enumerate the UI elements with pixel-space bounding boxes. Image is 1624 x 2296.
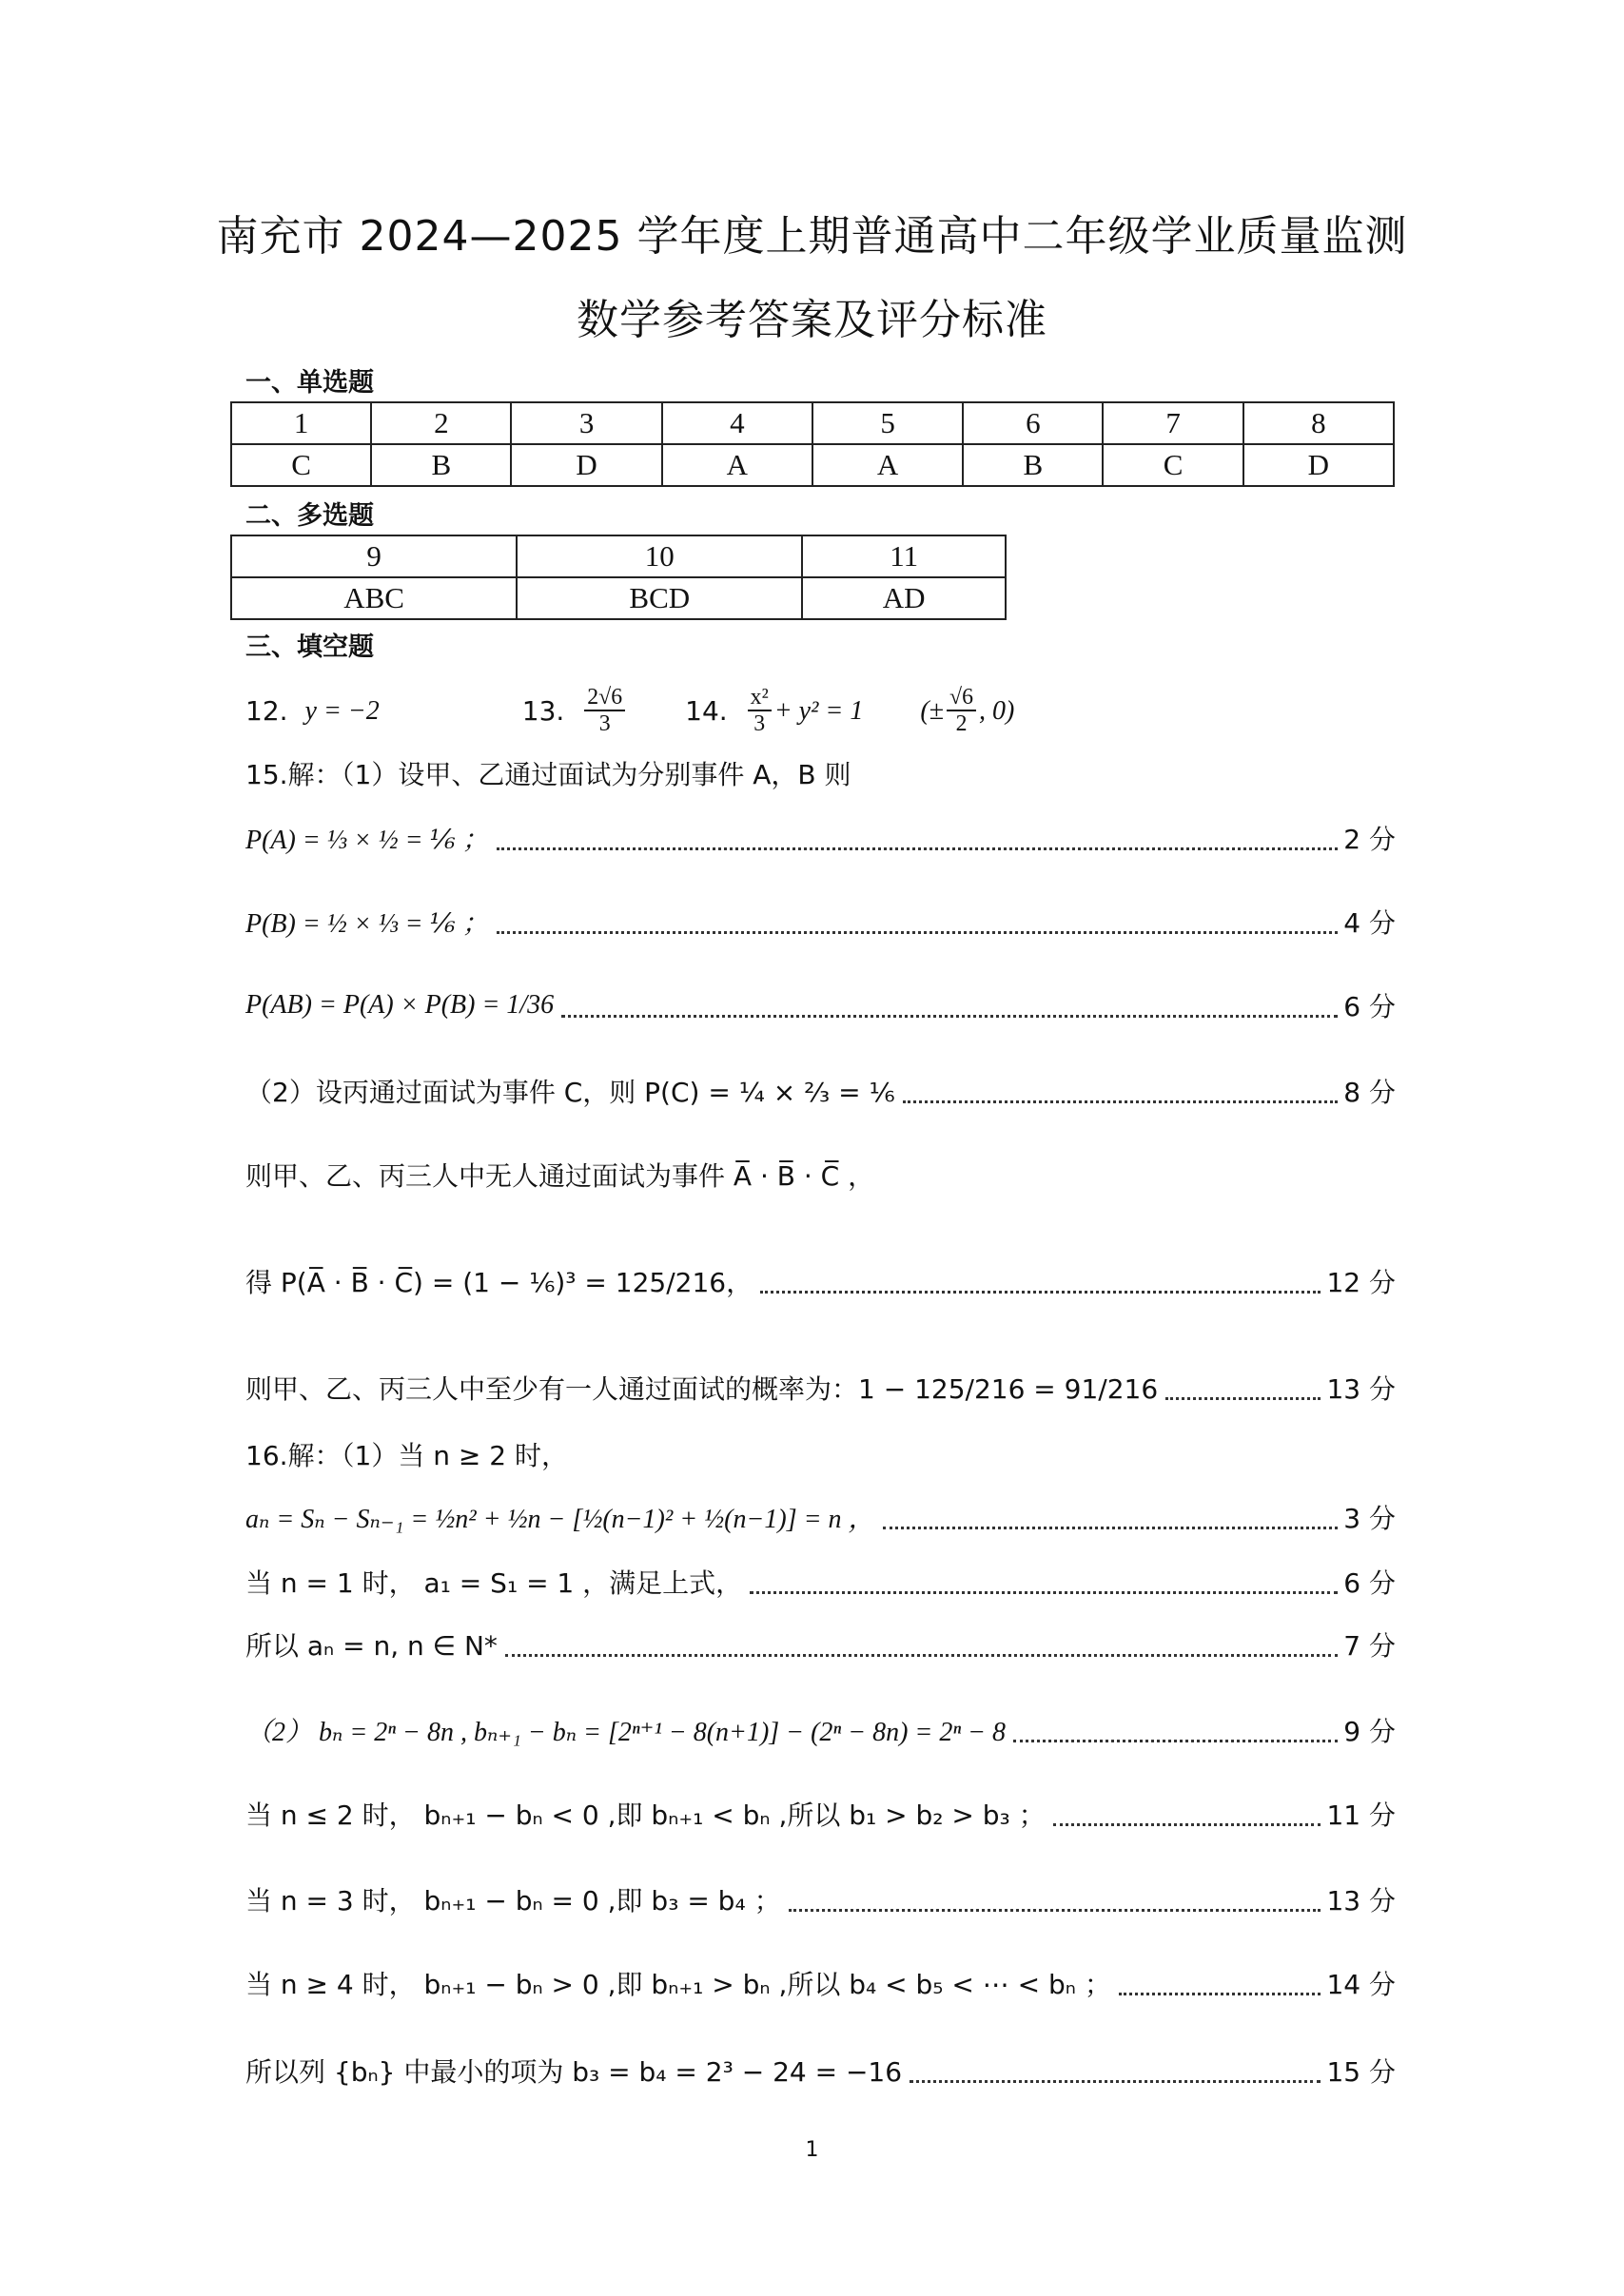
q14-focus-fraction: $\frac{√6}{2}$: [947, 685, 976, 738]
score-label: 13 分: [1326, 1885, 1396, 1917]
section-single-choice-label: 一、单选题: [245, 368, 374, 398]
fill-blank-answers: [245, 685, 1014, 738]
score-label: 8 分: [1343, 1077, 1396, 1108]
question-number: 4: [662, 402, 812, 444]
answer-cell: C: [231, 444, 371, 486]
question-number: 5: [812, 402, 963, 444]
page-title: 南充市 2024—2025 学年度上期普通高中二年级学业质量监测: [216, 212, 1408, 261]
q14-number: 14.: [685, 695, 728, 728]
answer-cell: A: [812, 444, 963, 486]
q15-step-6: 得 P(A̅ · B̅ · C̅) = (1 − ⅙)³ = 125/216， 12 分: [245, 1248, 1396, 1314]
question-number: 8: [1243, 402, 1394, 444]
single-choice-table: [230, 401, 1395, 487]
answer-cell: BCD: [517, 577, 802, 619]
q15-step-4: （2）设丙通过面试为事件 C，则 P(C) = ¼ × ⅔ = ⅙ 8 分: [245, 1058, 1396, 1124]
score-label: 13 分: [1326, 1373, 1396, 1405]
question-number: 6: [963, 402, 1103, 444]
question-number: 10: [517, 535, 802, 577]
answer-cell: A: [662, 444, 812, 486]
answer-cell: ABC: [231, 577, 517, 619]
score-label: 9 分: [1343, 1716, 1396, 1747]
q16-intro: 16.解：（1）当 n ≥ 2 时，: [245, 1440, 568, 1471]
table-row: [231, 577, 1006, 619]
score-label: 14 分: [1326, 1969, 1396, 2000]
answer-cell: D: [1243, 444, 1394, 486]
question-number: 9: [231, 535, 517, 577]
table-row: [231, 535, 1006, 577]
q16-step-2: 当 n = 1 时， a₁ = S₁ = 1 ，满足上式， 6 分: [245, 1548, 1396, 1615]
q16-step-5: 当 n ≤ 2 时， bₙ₊₁ − bₙ < 0 ,即 bₙ₊₁ < bₙ ,所以 b₁ > b₂ > b₃ ； 11 分: [245, 1780, 1396, 1847]
q16-step-3: 所以 aₙ = n, n ∈ N* 7 分: [245, 1611, 1396, 1678]
q14-fraction: $\frac{\text{x²}}{3}$: [748, 685, 772, 738]
score-label: 12 分: [1326, 1267, 1396, 1298]
q13-number: 13.: [521, 695, 565, 728]
score-label: 11 分: [1326, 1800, 1396, 1831]
answer-cell: C: [1103, 444, 1242, 486]
score-label: 3 分: [1343, 1503, 1396, 1534]
answer-cell: D: [511, 444, 661, 486]
q12-number: 12.: [245, 695, 288, 728]
q15-step-7: 则甲、乙、丙三人中至少有一人通过面试的概率为：1 − 125/216 = 91/216 13 分: [245, 1354, 1396, 1421]
question-number: 3: [511, 402, 661, 444]
q15-step-3: P(AB) = P(A) × P(B) = 1/36 6 分: [245, 972, 1396, 1039]
table-row: [231, 402, 1394, 444]
q12-answer: y = −2: [304, 695, 380, 726]
score-label: 2 分: [1343, 824, 1396, 855]
answer-cell: B: [371, 444, 511, 486]
score-label: 15 分: [1326, 2056, 1396, 2088]
table-row: [231, 444, 1394, 486]
q15-step-2: P(B) = ½ × ⅓ = ⅙ ； 4 分: [245, 888, 1396, 955]
q16-step-6: 当 n = 3 时， bₙ₊₁ − bₙ = 0 ,即 b₃ = b₄ ； 13 分: [245, 1866, 1396, 1933]
q16-step-8: 所以列 {bₙ} 中最小的项为 b₃ = b₄ = 2³ − 24 = −16 15 分: [245, 2037, 1396, 2104]
section-fill-blank-label: 三、填空题: [245, 632, 374, 662]
q13-answer: [581, 685, 628, 738]
q15-step-1: P(A) = ⅓ × ½ = ⅙ ； 2 分: [245, 805, 1396, 871]
question-number: 1: [231, 402, 371, 444]
score-label: 4 分: [1343, 907, 1396, 939]
score-label: 6 分: [1343, 991, 1396, 1022]
q15-intro: 15.解：（1）设甲、乙通过面试为分别事件 A，B 则: [245, 759, 851, 790]
page-subtitle: 数学参考答案及评分标准: [577, 296, 1047, 344]
question-number: 2: [371, 402, 511, 444]
answer-cell: B: [963, 444, 1103, 486]
question-number: 7: [1103, 402, 1242, 444]
score-label: 7 分: [1343, 1630, 1396, 1662]
section-multi-choice-label: 二、多选题: [245, 501, 374, 531]
page-number: 1: [805, 2138, 819, 2162]
q16-step-4: （2） bₙ = 2ⁿ − 8n , bₙ₊₁ − bₙ = [2ⁿ⁺¹ − 8(n+1)] − (2ⁿ − 8n) = 2ⁿ − 8 9 分: [245, 1697, 1396, 1763]
score-label: 6 分: [1343, 1567, 1396, 1599]
q14-answer: $\frac{\text{x²}}{3}$ + y² = 1 (± $\frac{√6}{2}$ , 0): [745, 685, 1015, 738]
question-number: 11: [802, 535, 1006, 577]
q16-step-1: aₙ = Sₙ − Sₙ₋₁ = ½n² + ½n − [½(n−1)² + ½(n−1)] = n ， 3 分: [245, 1484, 1396, 1550]
q15-step-5: 则甲、乙、丙三人中无人通过面试为事件 A̅ · B̅ · C̅ ，: [245, 1160, 875, 1192]
multi-choice-table: [230, 535, 1007, 620]
q16-step-7: 当 n ≥ 4 时， bₙ₊₁ − bₙ > 0 ,即 bₙ₊₁ > bₙ ,所以 b₄ < b₅ < ⋯ < bₙ ； 14 分: [245, 1950, 1396, 2016]
q13-fraction: $\frac{2√6}{3}$: [584, 685, 625, 738]
answer-cell: AD: [802, 577, 1006, 619]
